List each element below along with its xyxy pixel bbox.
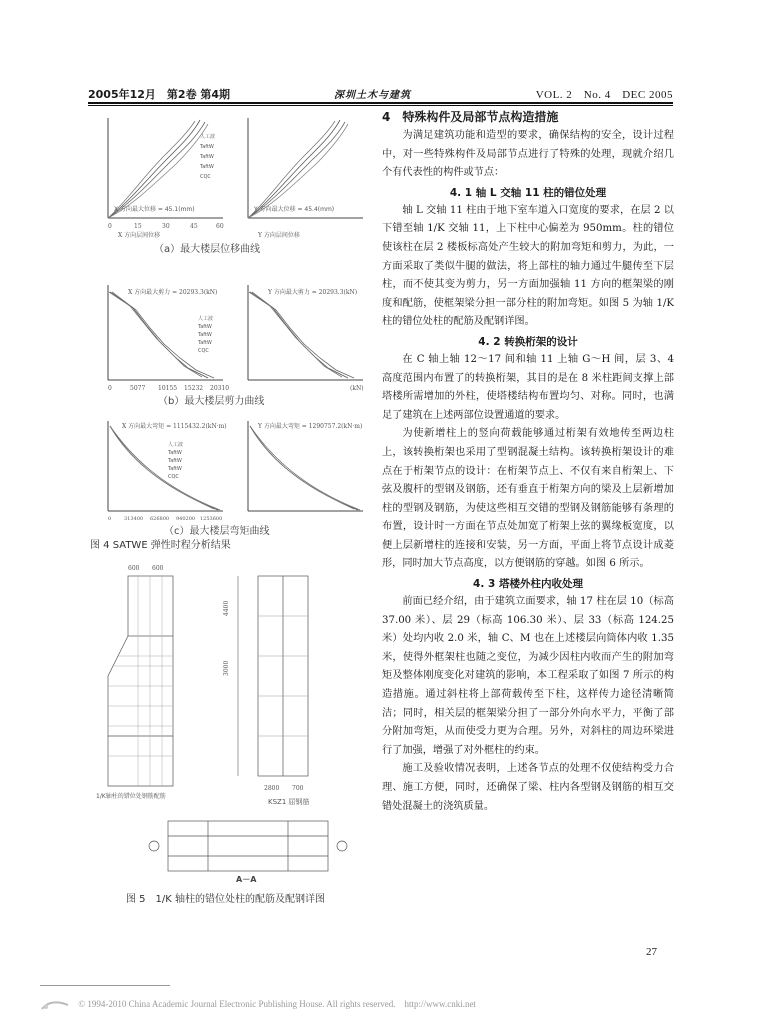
fig5-left-note: 1/K轴柱的错位处钢筋配筋 (96, 793, 166, 800)
footer-text: © 1994-2010 China Academic Journal Electronic Publishing House. All rights reserved. http://www.cnki.net (78, 999, 476, 1009)
panel-a-left-note: X 方向最大位移 = 45.1(mm) (114, 206, 195, 213)
panel-a-xtick: 60 (216, 223, 224, 230)
figure4-caption: 图 4 SATWE 弹性时程分析结果 (90, 540, 231, 551)
article-column (382, 108, 674, 816)
section43-paragraph: 施工及验收情况表明，上述各节点的处理不仅使结构受力合理、施工方便，同时，还确保了梁、柱内各型钢及钢筋的相互交错处混凝土的浇筑质量。 (382, 763, 674, 812)
fig5-dim: 700 (292, 785, 304, 792)
section43-paragraph: 前面已经介绍，由于建筑立面要求，轴 17 柱在层 10（标高 37.00 米）、层 29（标高 106.30 米）、层 33（标高 124.25 米）处均内收 2.0 米，轴 C、M 也在上述楼层向筒体内收 1.35 米，使得外框架柱也随之变位，为减少因柱内收而产生的附加弯矩及整体刚度变化对建筑的影响，本工程采取了如图 7 所示的构造措施。通过斜柱将上部荷载传至下柱，这样传力途径清晰简洁；同时，相关层的框架梁分担了一部分外向水平力，平衡了部分附加弯矩，从而使受力更为合理。另外，对斜柱的周边环梁进行了加强，增强了对外框柱的约束。 (382, 596, 674, 756)
figure4-panel-c (88, 416, 372, 552)
page-number: 27 (646, 946, 657, 958)
panel-b-caption: （b）最大楼层剪力曲线 (158, 396, 265, 407)
panel-c-legend: TaftW (168, 450, 182, 456)
panel-a-legend: CQC (200, 174, 211, 180)
fig5-dim: 600 (128, 565, 140, 572)
figure4-panel-a (88, 108, 372, 258)
panel-b-legend: TaftW (198, 332, 212, 338)
section4-paragraph: 为满足建筑功能和造型的要求，确保结构的安全，设计过程中，对一些特殊构件及局部节点进行了特殊的处理，现就介绍几个有代表性的构件或节点： (382, 130, 674, 179)
panel-a-xtick: 0 (108, 223, 112, 230)
panel-c-left-plot (108, 421, 227, 522)
panel-a-left-plot (108, 118, 224, 239)
section43-title: 4. 3 塔楼外柱内收处理 (473, 578, 583, 591)
header-journal: 深圳土木与建筑 (334, 90, 411, 101)
fig5-dim: 4400 (223, 600, 230, 616)
panel-c-legend: 人工波 (168, 442, 184, 448)
left-figure-column (88, 108, 372, 940)
panel-b-xtick: 15232 (184, 385, 204, 392)
panel-a-right-note: Y 方向最大位移 = 45.4(mm) (254, 206, 335, 213)
panel-b-right-note: Y 方向最大剪力 = 20293.3(kN) (268, 289, 358, 296)
fig5-dim: 600 (152, 565, 164, 572)
panel-a-legend: 人工波 (200, 134, 216, 140)
panel-a-legend: TaftW (200, 154, 214, 160)
panel-c-xtick: 940200 (176, 516, 196, 522)
panel-a-xlabel-right: Y 方向层间位移 (258, 232, 300, 239)
header-volume: VOL. 2 No. 4 DEC 2005 (535, 89, 673, 101)
section42-title: 4. 2 转换桁架的设计 (478, 335, 578, 348)
footer-rule (40, 985, 170, 986)
panel-b-right-plot (248, 285, 364, 392)
panel-c-right-plot (248, 421, 363, 511)
figure5-caption: 图 5 1/K 轴柱的错位处柱的配筋及配钢详图 (126, 894, 326, 905)
header-issue: 2005年12月 第2卷 第4期 (88, 88, 231, 101)
panel-c-xtick: 1253600 (200, 516, 223, 522)
section42-paragraph: 在 C 轴上轴 12～17 间和轴 11 上轴 G～H 间，层 3、4 高度范围内布置了的转换桁架，其目的是在 8 米柱距间支撑上部塔楼所需增加的外柱，使塔楼结构布置均匀、对称。同时，也满足了建筑在上述两部位设置通道的要求。 (382, 353, 674, 421)
panel-c-left-note: X 方向最大弯矩 = 1115432.2(kN·m) (122, 423, 227, 430)
section42-paragraph: 为使新增柱上的竖向荷载能够通过桁架有效地传至两边柱上，该转换桁架也采用了型钢混凝土结构。该转换桁架设计的难点在于桁架节点的设计：在桁架节点上、不仅有来自桁架上、下弦及腹杆的型钢及钢筋，还有垂直于桁架方向的梁及上层新增加柱的型钢及钢筋，为使这些相互交错的型钢及钢筋能够有条理的布置，设计时一方面在节点处加宽了桁架上弦的翼缘板宽度，以便上层新增柱的连接和安装，另一方面，平面上将节点设计成菱形，同时加大节点高度，以方便钢筋的穿越。如图 6 所示。 (382, 428, 674, 570)
fig5-ksz1-detail (238, 576, 308, 776)
panel-a-xtick: 45 (190, 223, 198, 230)
figure5-drawing (88, 556, 372, 886)
panel-c-xtick: 0 (108, 516, 112, 522)
section41-paragraph: 轴 L 交轴 11 柱由于地下室车道入口宽度的要求，在层 2 以下错至轴 1/K 交轴 11，上下柱中心偏差为 950mm。柱的错位使该柱在层 2 楼板标高处产生较大的附加弯矩和剪力，为此，一方面采取了类似牛腿的做法，将上部柱的轴力通过牛腿传至下层柱，而不使其变为剪力，另一方面加强轴 11 方向的框架梁的刚度和配筋，使框架梁分担一部分柱的附加弯矩。如图 5 为轴 1/K 柱的错位处柱的配筋及配钢详图。 (382, 204, 674, 328)
fig5-dim: 2800 (264, 785, 280, 792)
panel-c-xtick: 626800 (150, 516, 170, 522)
panel-b-left-note: X 方向最大剪力 = 20293.3(kN) (128, 289, 218, 296)
section4-title: 4 特殊构件及局部节点构造措施 (382, 110, 559, 124)
panel-a-xtick: 15 (134, 223, 142, 230)
header-rule-thin (88, 105, 673, 106)
panel-a-xtick: 30 (162, 223, 170, 230)
panel-b-xtick: 20310 (210, 385, 230, 392)
panel-a-caption: （a）最大楼层位移曲线 (154, 244, 261, 255)
panel-b-left-plot (108, 285, 229, 392)
panel-b-legend: TaftW (198, 340, 212, 346)
panel-a-legend: TaftW (200, 144, 214, 150)
fig5-column-elevation (108, 576, 173, 786)
panel-a-right-plot (248, 118, 363, 239)
panel-b-legend: CQC (198, 348, 209, 354)
panel-b-legend: 人工波 (198, 316, 214, 322)
section41-title: 4. 1 轴 L 交轴 11 柱的错位处理 (449, 186, 607, 199)
panel-b-xunit: (kN) (350, 385, 364, 392)
cnki-logo-icon (40, 999, 70, 1011)
panel-c-right-note: Y 方向最大弯矩 = 1290757.2(kN·m) (258, 423, 363, 430)
panel-b-xtick: 10155 (158, 385, 178, 392)
panel-c-legend: TaftW (168, 466, 182, 472)
panel-c-caption: （c）最大楼层弯矩曲线 (164, 526, 270, 537)
panel-b-legend: TaftW (198, 324, 212, 330)
panel-c-legend: CQC (168, 474, 179, 480)
fig5-right-note: KSZ1 屈钢筋 (268, 798, 310, 806)
fig5-section-label: A－A (236, 875, 257, 884)
panel-b-xtick: 0 (108, 385, 112, 392)
panel-a-xlabel-left: X 方向层间位移 (118, 232, 161, 239)
panel-c-legend: TaftW (168, 458, 182, 464)
fig5-dim: 3000 (223, 660, 230, 676)
header-rule (88, 102, 673, 104)
fig5-plan-section (149, 821, 347, 871)
panel-a-legend: TaftW (200, 164, 214, 170)
panel-c-xtick: 313400 (124, 516, 144, 522)
panel-b-xtick: 5077 (130, 385, 146, 392)
footer-copyright (40, 997, 740, 1011)
figure4-panel-b (88, 280, 372, 410)
